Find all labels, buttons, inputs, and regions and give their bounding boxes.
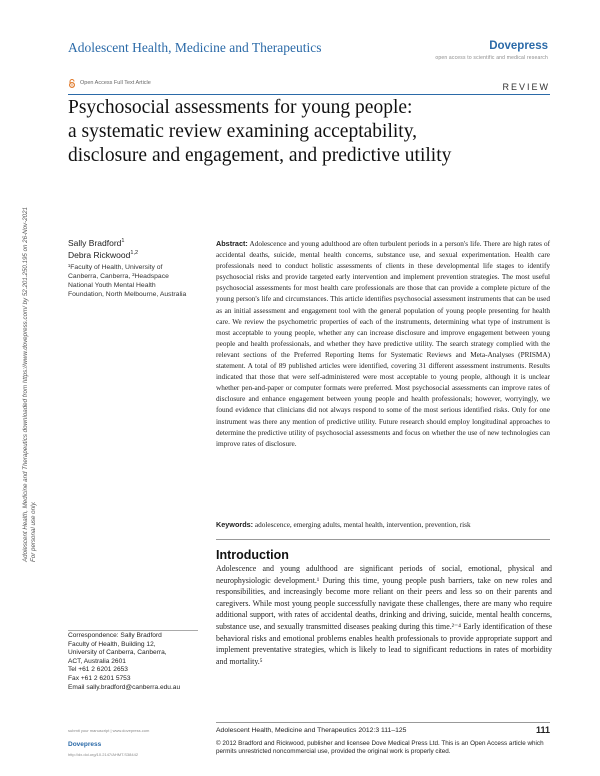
affiliations: ¹Faculty of Health, University of Canberra, Canberra, ²Headspace National Youth Mental Health Foundation, North Melbourne, Australia <box>68 264 187 298</box>
intro-heading: Introduction <box>216 548 289 562</box>
abstract <box>216 238 550 450</box>
correspondence-line: Correspondence: Sally Bradford <box>68 632 162 639</box>
footer-publisher-logo[interactable]: Dovepress <box>68 741 102 748</box>
download-sidebar <box>22 142 44 562</box>
keywords-text: adolescence, emerging adults, mental health, intervention, prevention, risk <box>254 521 471 529</box>
sidebar-line: For personal use only. <box>30 501 37 562</box>
keywords <box>216 519 550 531</box>
correspondence-line: Faculty of Health, Building 12, <box>68 640 156 648</box>
footer-citation: Adolescent Health, Medicine and Therapeutics 2012:3 111–125 <box>216 727 407 734</box>
footer-divider <box>216 722 550 723</box>
correspondence-line: ACT, Australia 2601 <box>68 657 126 665</box>
section-divider <box>216 539 550 540</box>
correspondence-line: Tel +61 2 6201 2653 <box>68 666 128 674</box>
header-divider <box>68 94 550 95</box>
correspondence-divider <box>68 630 198 631</box>
copyright-notice: © 2012 Bradford and Rickwood, publisher and licensee Dove Medical Press Ltd. This is an Open Access article which permits unrestricted noncommercial use, provided the original work is properly cited. <box>216 740 544 755</box>
keywords-label: Keywords: <box>216 520 254 529</box>
sidebar-line: Adolescent Health, Medicine and Therapeutics downloaded from https://www.dovepress.com/ by 52.201.250.195 on 26-Nov-2021 <box>22 207 29 562</box>
abstract-text: Adolescence and young adulthood are often turbulent periods in a person's life. There are high rates of accidental deaths, suicide, mental health concerns, substance use, and sexual experimentation. Health care professionals need to conduct holistic assessments of clients in these developmental life stages to identify psychosocial risks and provide targeted early intervention and implement prevention strategies. The most useful psychosocial assessments for most health care professionals are those that can provide a complete picture of the young person's life and circumstances. This article identifies psychosocial assessment instruments that can be used as an initial assessment and engagement tool with the general population of young people presenting for health care. We review the psychometric properties of each of the instruments, determining what type of instrument is most acceptable to young people, whether any can increase disclosure and improve engagement between young people and health professionals, and whether they have predictive utility. The search strategy complied with the relevant sections of the Preferred Reporting Items for Systematic Reviews and Meta-Analyses (PRISMA) statement. A total of 89 published articles were identified, covering 31 different assessment instruments. Results indicated that those that were self-administered were most acceptable to young people, although it is unclear whether pen-and-paper or computer formats were preferred. Most psychosocial assessments can improve rates of disclosure and enhance engagement between young people and health professionals; however, worryingly, we found evidence that clinicians did not always respond to some of the most serious identified risks. Only for one instrument was there any mention of predictive utility. Future research should employ longitudinal approaches to determine the predictive utility of psychosocial assessments and focus on whether the use of new technologies can improve rates of disclosure. <box>216 240 550 448</box>
author: Sally Bradford$^1$ <box>68 238 125 248</box>
title-line: disclosure and engagement, and predictive utility <box>68 145 452 166</box>
publisher-tagline: open access to scientific and medical research <box>435 55 548 61</box>
correspondence-line: Fax +61 2 6201 5753 <box>68 674 131 682</box>
open-access-icon <box>68 79 76 88</box>
authors <box>68 237 138 261</box>
submit-manuscript-link[interactable]: submit your manuscript | www.dovepress.com <box>68 728 150 733</box>
page-number: 111 <box>535 725 550 735</box>
author: Debra Rickwood$^{1,2}$ <box>68 250 139 260</box>
correspondence-email[interactable]: Email sally.bradford@canberra.edu.au <box>68 683 181 691</box>
abstract-label: Abstract: <box>216 239 248 248</box>
article-type: REVIEW <box>502 82 550 92</box>
publisher-logo[interactable]: Dovepress <box>489 40 548 52</box>
access-note: Open Access Full Text Article <box>80 80 151 86</box>
correspondence-line: University of Canberra, Canberra, <box>68 649 167 657</box>
title-line: a systematic review examining acceptability, <box>68 121 418 142</box>
correspondence <box>68 632 208 692</box>
journal-name[interactable]: Adolescent Health, Medicine and Therapeutics <box>68 40 322 55</box>
article-title <box>68 96 548 168</box>
title-line: Psychosocial assessments for young people: <box>68 97 413 118</box>
intro-body: Adolescence and young adulthood are significant periods of social, emotional, physical and neurophysiologic development.¹ During this time, young people push barriers, take on new roles and responsibilities, and increasingly become more reliant on their peers and less so on their parents and caregivers. While most young people successfully navigate these challenges, there are many who require additional support, with rates of accidental deaths, drinking and driving, suicide, mental health concerns, substance use, and sexually transmitted diseases peaking during this time.²⁻⁴ Early identification of these behavioral risks and emotional problems enables health professionals to provide appropriate support and implement preventative strategies, which is likely to lead to significant reductions in rates of morbidity and mortality.⁵ <box>216 564 552 666</box>
doi-link[interactable]: http://dx.doi.org/10.2147/AHMT.S38442 <box>68 752 139 757</box>
